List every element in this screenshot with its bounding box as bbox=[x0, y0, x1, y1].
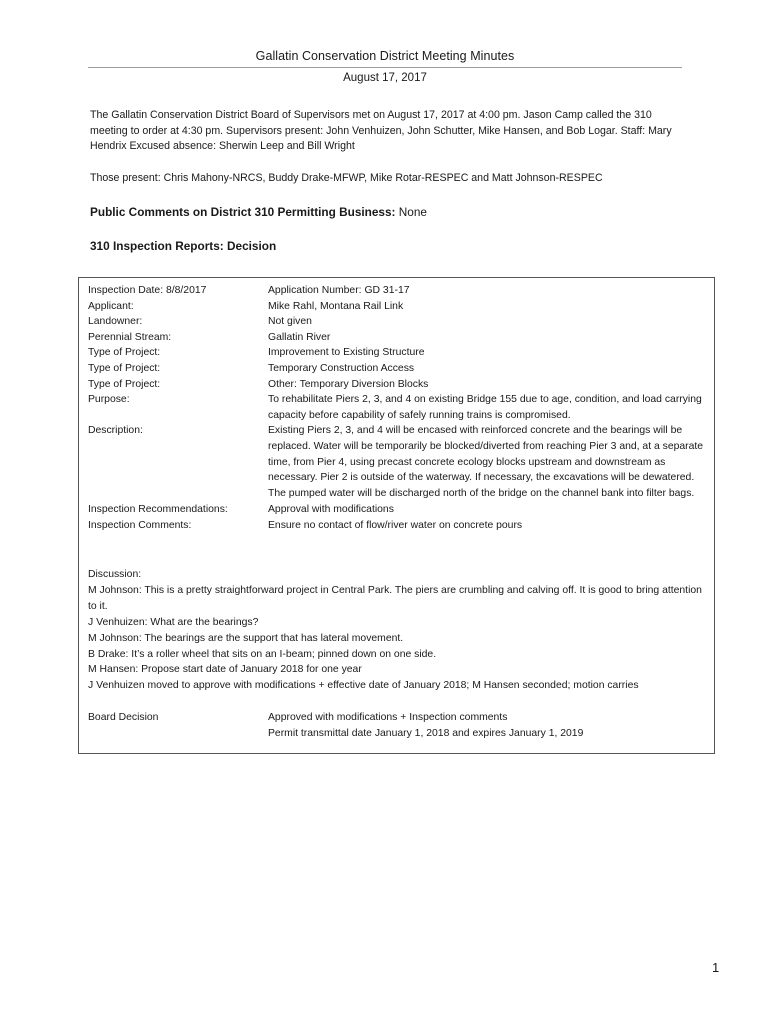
inspection-heading: 310 Inspection Reports: Decision bbox=[90, 239, 277, 253]
discussion-heading: Discussion: bbox=[88, 569, 142, 580]
field-label: Inspection Recommendations: bbox=[88, 504, 228, 516]
header-divider bbox=[88, 67, 682, 68]
attendees-paragraph: Those present: Chris Mahony-NRCS, Buddy Drake-MFWP, Mike Rotar-RESPEC and Matt Johnson-RESPEC bbox=[90, 172, 603, 184]
field-label: Type of Project: bbox=[88, 378, 161, 390]
field-value: Not given bbox=[268, 316, 312, 328]
board-decision-values bbox=[268, 710, 708, 741]
field-row bbox=[88, 423, 708, 501]
field-row bbox=[88, 361, 708, 377]
public-comments-value: None bbox=[398, 205, 427, 219]
board-decision-line: Permit transmittal date January 1, 2018 and expires January 1, 2019 bbox=[268, 727, 584, 739]
public-comments-heading bbox=[90, 205, 427, 219]
field-row bbox=[88, 299, 708, 315]
discussion-block bbox=[88, 567, 710, 694]
field-value: Existing Piers 2, 3, and 4 will be encased with reinforced concrete and the bearings will be replaced. Water will be temporarily be blocked/diverted from reaching Pier 3 and, at a separate time, from Pier 4, using precast concrete ecology blocks upstream and downstream as necessary. Pier 2 is outside of the waterway. If necessary, the excavations will be dewatered. The pumped water will be discharged north of the bridge on the channel bank into filter bags. bbox=[268, 425, 704, 499]
field-row bbox=[88, 330, 708, 346]
field-value: Application Number: GD 31-17 bbox=[268, 285, 410, 296]
field-value: Approval with modifications bbox=[268, 504, 394, 516]
discussion-line: B Drake: It’s a roller wheel that sits on an I-beam; pinned down on one side. bbox=[88, 648, 437, 660]
field-row bbox=[88, 518, 708, 534]
field-row bbox=[88, 314, 708, 330]
field-value: To rehabilitate Piers 2, 3, and 4 on existing Bridge 155 due to age, condition, and load carrying capacity before capability of safely running trains is compromised. bbox=[268, 394, 702, 421]
field-value: Improvement to Existing Structure bbox=[268, 347, 425, 359]
field-row bbox=[88, 345, 708, 361]
field-row bbox=[88, 502, 708, 518]
field-label: Type of Project: bbox=[88, 362, 161, 374]
field-label: Inspection Date: 8/8/2017 bbox=[88, 285, 207, 296]
board-decision-label: Board Decision bbox=[88, 712, 159, 723]
document-title: Gallatin Conservation District Meeting Minutes bbox=[255, 49, 515, 63]
field-value: Mike Rahl, Montana Rail Link bbox=[268, 300, 404, 312]
field-row bbox=[88, 283, 708, 299]
public-comments-label: Public Comments on District 310 Permitting Business: bbox=[90, 205, 396, 219]
board-decision-line: Approved with modifications + Inspection comments bbox=[268, 712, 508, 723]
page-number: 1 bbox=[712, 960, 720, 975]
meeting-date: August 17, 2017 bbox=[343, 72, 427, 84]
opening-paragraph: The Gallatin Conservation District Board of Supervisors met on August 17, 2017 at 4:00 pm. Jason Camp called the 310 meeting to order at 4:30 pm. Supervisors present: John Venhuizen, John Schutter, Mike Hansen, and Bob Logar. Staff: Mary Hendrix Excused absence: Sherwin Leep and Bill Wright bbox=[90, 109, 672, 152]
board-decision bbox=[88, 710, 708, 741]
discussion-motion: J Venhuizen moved to approve with modifications + effective date of January 2018; M Hansen seconded; motion carries bbox=[88, 680, 639, 692]
discussion-line: M Johnson: This is a pretty straightforward project in Central Park. The piers are crumbling and calving off. It is good to bring attention to it. bbox=[88, 584, 702, 612]
discussion-line: M Johnson: The bearings are the support that has lateral movement. bbox=[88, 632, 404, 644]
field-label: Inspection Comments: bbox=[88, 519, 192, 531]
field-value: Gallatin River bbox=[268, 331, 331, 343]
field-value: Temporary Construction Access bbox=[268, 362, 415, 374]
field-value: Ensure no contact of flow/river water on concrete pours bbox=[268, 519, 523, 531]
field-row bbox=[88, 377, 708, 393]
field-label: Landowner: bbox=[88, 316, 143, 328]
field-label: Description: bbox=[88, 425, 143, 437]
discussion-line: M Hansen: Propose start date of January 2018 for one year bbox=[88, 664, 362, 676]
field-label: Type of Project: bbox=[88, 347, 161, 359]
field-label: Purpose: bbox=[88, 394, 130, 406]
inspection-fields bbox=[88, 283, 708, 534]
field-value: Other: Temporary Diversion Blocks bbox=[268, 378, 429, 390]
field-label: Perennial Stream: bbox=[88, 331, 172, 343]
field-row bbox=[88, 392, 708, 423]
discussion-line: J Venhuizen: What are the bearings? bbox=[88, 616, 259, 628]
field-label: Applicant: bbox=[88, 300, 134, 312]
